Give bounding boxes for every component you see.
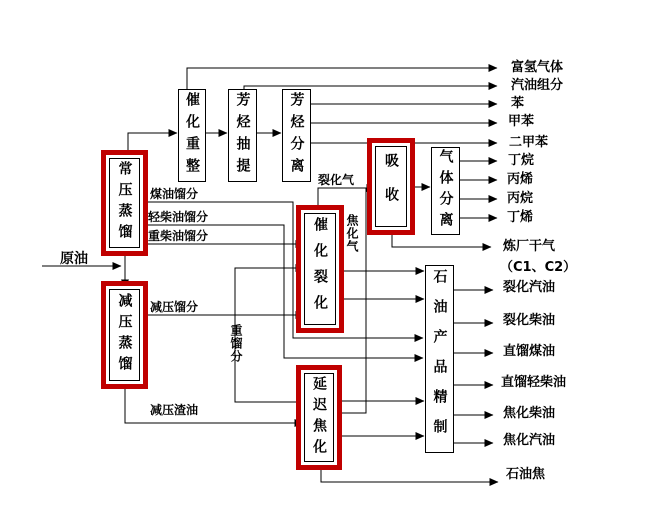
output-coking-diesel: 焦化柴油	[503, 406, 556, 421]
output-straight-run-light-diesel: 直馏轻柴油	[501, 375, 567, 390]
output-cracked-gasoline: 裂化汽油	[503, 280, 556, 295]
output-coking-gasoline: 焦化汽油	[503, 433, 556, 448]
output-propylene: 丙烯	[507, 172, 534, 187]
output-butene: 丁烯	[507, 210, 534, 225]
box-gas-separation	[431, 147, 460, 235]
crude-oil-label: 原油	[60, 251, 88, 267]
box-aromatics-separation	[282, 89, 311, 182]
box-catalytic-reforming	[178, 89, 206, 182]
output-butane: 丁烷	[508, 153, 535, 168]
stream-kerosene-cut-label: 煤油馏分	[150, 187, 199, 201]
box-product-refining	[425, 265, 454, 453]
output-propane: 丙烷	[507, 191, 534, 206]
box-atmospheric-distillation	[101, 150, 148, 256]
line-heavy-fraction-recycle	[235, 268, 304, 402]
box-vacuum-distillation	[101, 281, 148, 389]
stream-coking-gas-label: 焦化气	[345, 214, 359, 253]
box-delayed-coking-label: 延迟焦化	[311, 375, 327, 460]
box-catalytic-reforming-label: 催化重整	[184, 91, 200, 180]
output-toluene: 甲苯	[508, 114, 535, 129]
box-aromatics-separation-label: 芳烃分离	[288, 91, 305, 180]
output-refinery-dry-gas: 炼厂干气	[503, 239, 556, 254]
output-petroleum-coke: 石油焦	[506, 467, 546, 482]
stream-vacuum-distillate-label: 减压馏分	[150, 300, 199, 314]
box-aromatics-extraction	[228, 89, 257, 182]
output-hydrogen-rich-gas: 富氢气体	[511, 60, 564, 75]
box-aromatics-extraction-label: 芳烃抽提	[234, 91, 251, 180]
stream-light-diesel-cut-label: 轻柴油馏分	[148, 210, 209, 224]
box-delayed-coking	[296, 365, 342, 470]
stream-vacuum-residue-label: 减压渣油	[150, 403, 199, 417]
output-straight-run-kerosene: 直馏煤油	[503, 344, 556, 359]
line-petroleum-coke	[321, 462, 498, 482]
box-atmospheric-distillation-label: 常压蒸馏	[116, 161, 133, 245]
stream-heavy-fraction-label: 重馏分	[229, 324, 243, 363]
box-absorption	[367, 138, 415, 235]
box-catalytic-cracking	[296, 205, 344, 333]
box-gas-separation-label: 气体分离	[437, 149, 454, 233]
box-product-refining-label: 石油产品精制	[431, 269, 448, 449]
box-absorption-label: 吸收	[383, 152, 399, 221]
stream-heavy-diesel-cut-label: 重柴油馏分	[148, 229, 209, 243]
output-gasoline-component: 汽油组分	[511, 78, 564, 93]
box-vacuum-distillation-label: 减压蒸馏	[116, 293, 133, 377]
output-cracked-diesel: 裂化柴油	[503, 313, 556, 328]
output-benzene: 苯	[511, 96, 525, 111]
output-refinery-dry-gas-note: （C1、C2）	[500, 260, 577, 275]
box-catalytic-cracking-label: 催化裂化	[312, 217, 328, 321]
stream-cracked-gas-label: 裂化气	[318, 173, 355, 187]
output-xylene: 二甲苯	[509, 135, 549, 150]
